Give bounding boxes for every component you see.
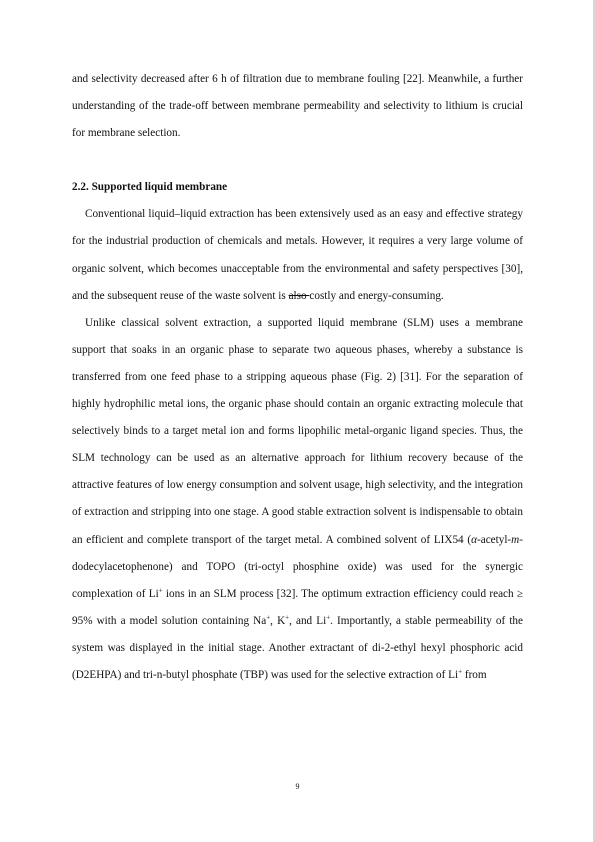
paragraph-3: [72, 310, 523, 689]
ion-charge: +: [266, 613, 271, 622]
paragraph-3-text: -acetyl-: [477, 533, 512, 546]
ion-charge: +: [326, 613, 331, 622]
paragraph-2-text: Conventional liquid–liquid extraction has been extensively used as an easy and effective strategy for the industrial production of chemicals and metals. However, it requires a very large volume of organic solvent, which becomes unacceptable from the environmental and safety perspectives [30], and the subsequent reuse of the waste solvent is: [72, 208, 523, 302]
paragraph-2-text: costly and energy-consuming.: [309, 289, 444, 302]
paragraph-2: [72, 201, 523, 309]
paragraph-3-text: -dodecylacetophenone) and TOPO (tri-octyl phosphine oxide) was used for the synergic complexation of Li: [72, 533, 523, 600]
section-heading: 2.2. Supported liquid membrane: [72, 181, 228, 194]
paragraph-3-text: from: [462, 668, 487, 681]
ion-charge: +: [158, 585, 163, 594]
paragraph-3-text: Unlike classical solvent extraction, a supported liquid membrane (SLM) uses a membrane support that soaks in an organic phase to separate two aqueous phases, whereby a substance is transferred from one feed phase to a stripping aqueous phase (Fig. 2) [31]. For the separation of highly hydrophilic metal ions, the organic phase should contain an organic extracting molecule that selectively binds to a target metal ion and forms lipophilic metal-organic ligand species. Thus, the SLM technology can be used as an alternative approach for lithium recovery because of the attractive features of low energy consumption and solvent usage, high selectivity, and the integration of extraction and stripping into one stage. A good stable extraction solvent is indispensable to obtain an efficient and complete transport of the target metal. A combined solvent of LIX54 (: [72, 316, 523, 546]
paragraph-3-text: , and Li: [289, 614, 327, 627]
paragraph-1: and selectivity decreased after 6 h of filtration due to membrane fouling [22]. Meanwhile, a further understanding of the trade-off between membrane permeability and selectivity to lithium is crucial for membrane selection.: [72, 73, 523, 140]
paragraph-3-text: , K: [270, 614, 286, 627]
ion-charge: +: [285, 613, 290, 622]
deleted-word: also: [288, 289, 310, 302]
page-number: 9: [295, 782, 300, 791]
ion-charge: +: [458, 667, 463, 676]
paragraph-3-text: ions in an SLM process [32]. The optimum extraction efficiency could reach ≥ 95% with a model solution containing Na: [72, 587, 524, 627]
paragraph-3-text: . Importantly, a stable permeability of the system was displayed in the initial stage. Another extractant of di-2-ethyl hexyl phosphoric acid (D2EHPA) and tri-n-butyl phosphate (TBP) was used for the selective extraction of Li: [72, 614, 523, 681]
alpha-symbol: α: [471, 533, 477, 546]
body-text: [72, 66, 523, 689]
meta-symbol: m: [511, 533, 520, 546]
